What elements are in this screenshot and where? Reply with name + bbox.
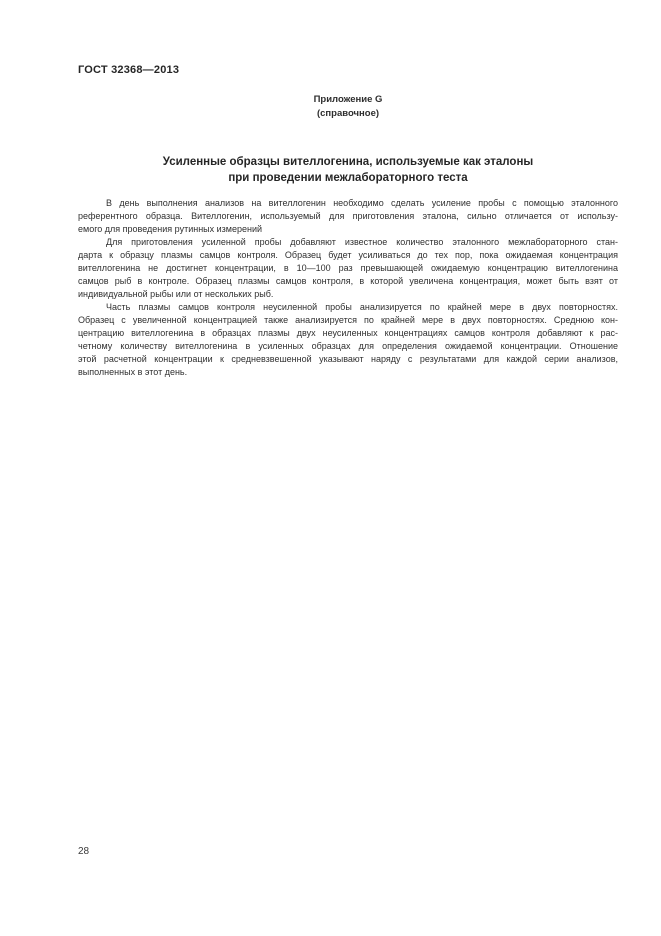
page-number: 28 [78,846,90,857]
text-line: емого для проведения рутинных измерений [78,224,263,234]
section-title-line: при проведении межлабораторного теста [228,172,468,184]
text-line: В день выполнения анализов на вителлогенин необходимо сделать усиление пробы с помощью эталонного [106,198,618,208]
appendix-label: Приложение G [313,94,383,105]
text-line: индивидуальной рыбы или от нескольких рыб. [78,289,274,299]
section-title [78,154,618,186]
text-line: дарта к образцу плазмы самцов контроля. Образец будет усиливаться до тех пор, пока ожидаемая концентрация [78,250,618,260]
text-line: выполненных в этот день. [78,367,188,377]
paragraph [78,301,618,379]
text-line: самцов рыб в контроле. Образец плазмы самцов контроля, в которой увеличена концентрация, может быть взят от [78,276,618,286]
paragraph [78,236,618,301]
text-line: Для приготовления усиленной пробы добавляют известное количество эталонного межлабораторного стан- [106,237,618,247]
text-line: референтного образца. Вителлогенин, используемый для приготовления эталона, сильно отличается от использу- [78,211,618,221]
section-title-line: Усиленные образцы вителлогенина, используемые как эталоны [162,156,534,168]
text-line: Часть плазмы самцов контроля неусиленной пробы анализируется по крайней мере в двух повторностях. [106,302,618,312]
body-text [78,197,618,379]
text-line: Образец с увеличенной концентрацией также анализируется по крайней мере в двух повторностях. Среднюю кон- [78,315,618,325]
paragraph [78,197,618,236]
appendix-note: (справочное) [316,108,380,119]
text-line: вителлогенина не достигнет концентрации, в 10—100 раз превышающей ожидаемую концентрацию вителлогенина [78,263,618,273]
text-line: четному количеству вителлогенина в усиленных образцах для определения ожидаемой концентрации. Отношение [78,341,618,351]
text-line: центрацию вителлогенина в образцах плазмы двух неусиленных концентрациях самцов контроля добавляют к рас- [78,328,618,338]
appendix-heading [78,93,618,121]
text-line: этой расчетной концентрации к средневзвешенной указывают наряду с результатами для каждой серии анализов, [78,354,618,364]
standard-number-header: ГОСТ 32368—2013 [78,64,180,76]
